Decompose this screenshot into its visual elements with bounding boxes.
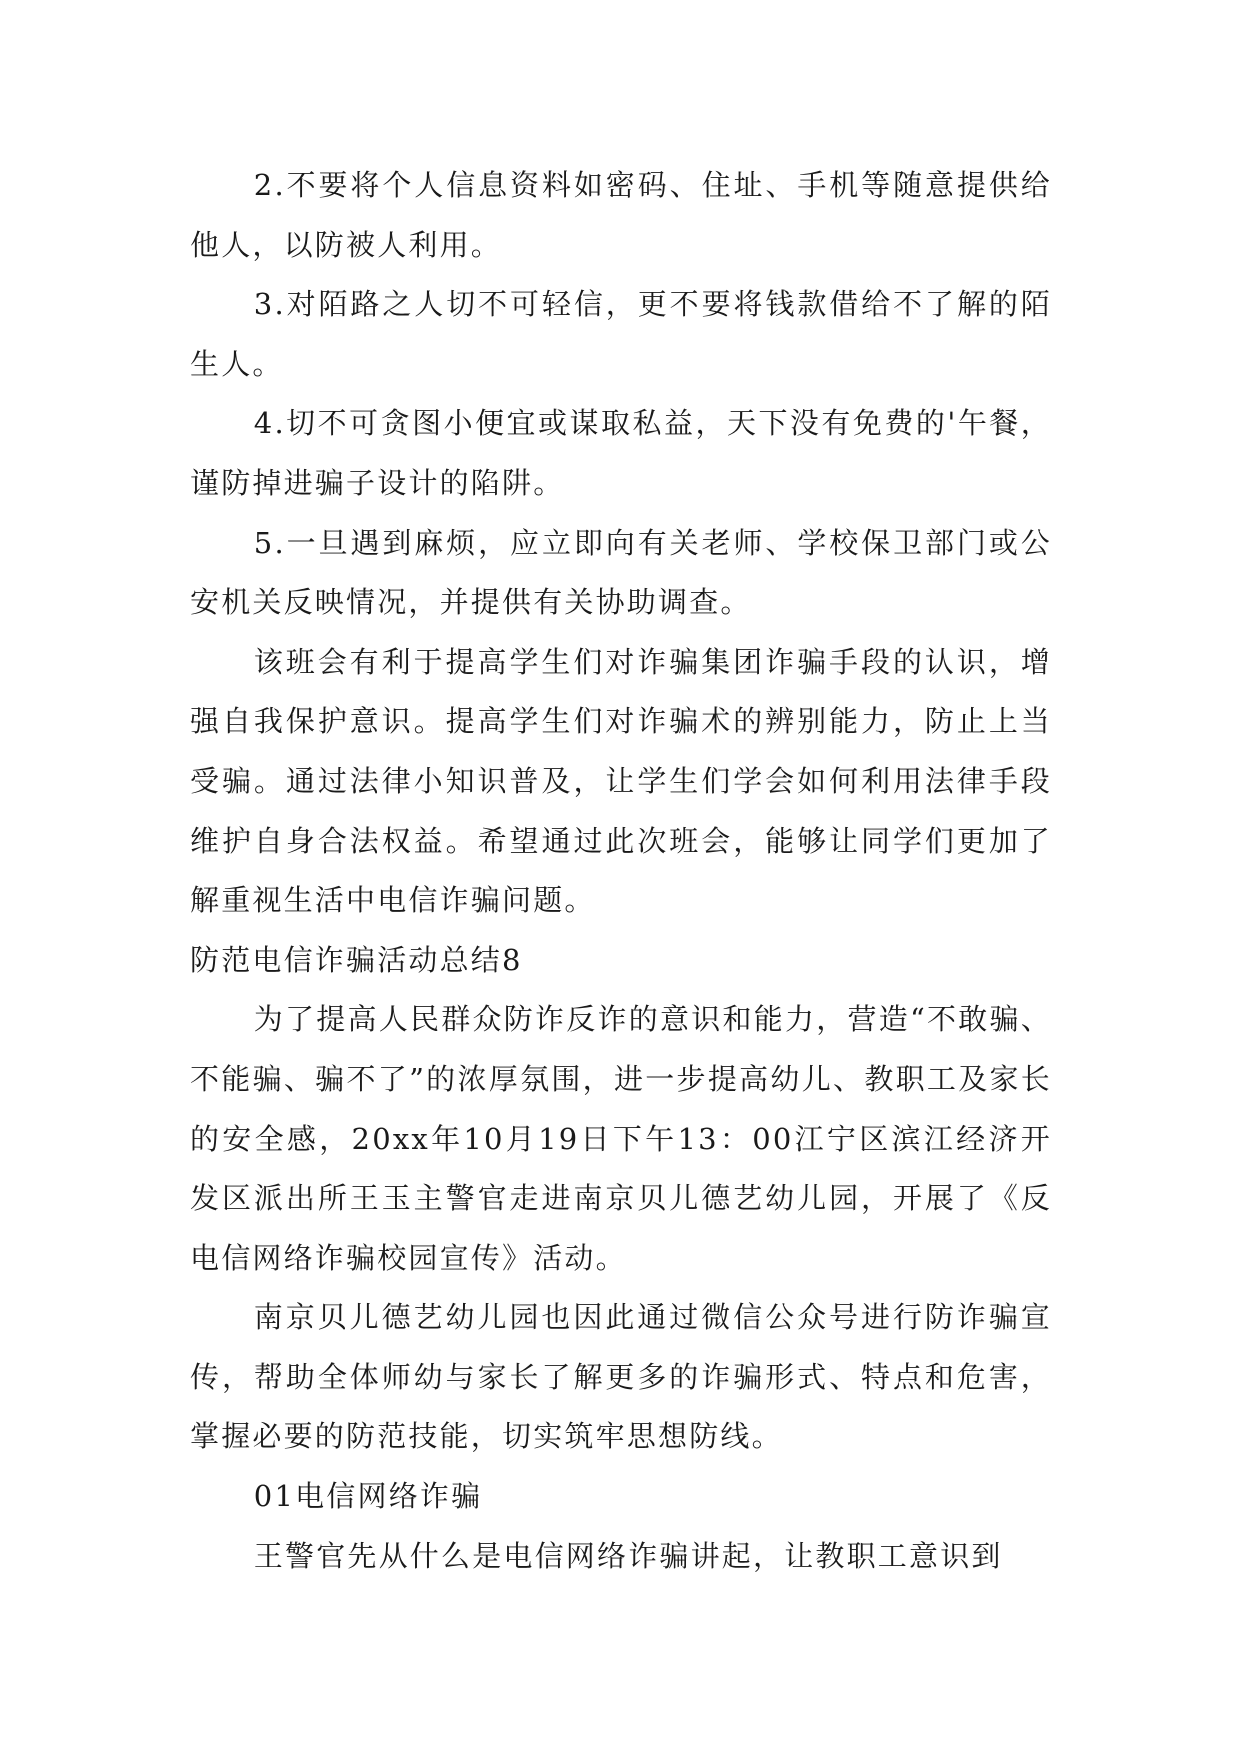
paragraph-item-3: 3.对陌路之人切不可轻信，更不要将钱款借给不了解的陌生人。 bbox=[190, 287, 1052, 381]
paragraph-item-2: 2.不要将个人信息资料如密码、住址、手机等随意提供给他人，以防被人利用。 bbox=[190, 168, 1052, 262]
paragraph-summary: 该班会有利于提高学生们对诈骗集团诈骗手段的认识，增强自我保护意识。提高学生们对诈骗术的辨别能力，防止上当受骗。通过法律小知识普及，让学生们学会如何利用法律手段维护自身合法权益。希望通过此次班会，能够让同学们更加了解重视生活中电信诈骗问题。 bbox=[190, 644, 1052, 918]
section-paragraph-officer: 王警官先从什么是电信网络诈骗讲起，让教职工意识到 bbox=[253, 1538, 1003, 1573]
section-subheading: 01电信网络诈骗 bbox=[253, 1479, 483, 1514]
section-title: 防范电信诈骗活动总结8 bbox=[190, 942, 523, 977]
section-paragraph-intro: 为了提高人民群众防诈反诈的意识和能力，营造“不敢骗、不能骗、骗不了”的浓厚氛围，进一步提高幼儿、教职工及家长的安全感，20xx年10月19日下午13：00江宁区滨江经济开发区派出所王玉主警官走进南京贝儿德艺幼儿园，开展了《反电信网络诈骗校园宣传》活动。 bbox=[190, 1002, 1052, 1275]
paragraph-item-4: 4.切不可贪图小便宜或谋取私益，天下没有免费的'午餐，谨防掉进骗子设计的陷阱。 bbox=[190, 406, 1052, 500]
paragraph-item-5: 5.一旦遇到麻烦，应立即向有关老师、学校保卫部门或公安机关反映情况，并提供有关协助调查。 bbox=[190, 525, 1052, 620]
document-body bbox=[190, 156, 1052, 1586]
section-paragraph-wechat: 南京贝儿德艺幼儿园也因此通过微信公众号进行防诈骗宣传，帮助全体师幼与家长了解更多的诈骗形式、特点和危害，掌握必要的防范技能，切实筑牢思想防线。 bbox=[190, 1300, 1052, 1454]
